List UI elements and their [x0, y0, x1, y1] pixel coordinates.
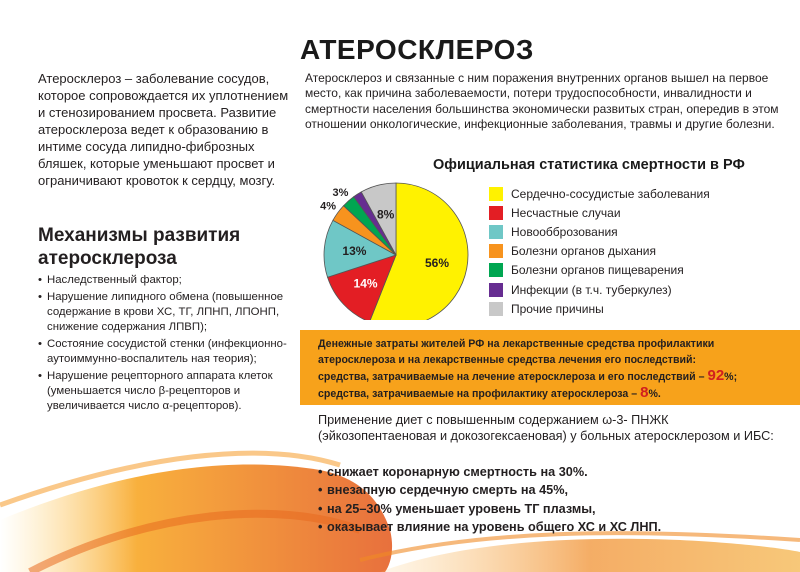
chart-legend	[489, 184, 710, 318]
costs-line: атеросклероза и на лекарственные средства лечения его последствий:	[318, 354, 697, 366]
legend-swatch	[489, 225, 503, 239]
costs-line	[318, 385, 783, 402]
definition-text: Атеросклероз – заболевание сосудов, которое сопровождается их уплотнением и стенозированием просвета. Развитие атеросклероза ведет к образованию в интиме сосуда липидно-фиброзных бляшек, которые уменьшают просвет и ограничивают кровоток к сердцу, мозгу.	[38, 71, 289, 188]
legend-swatch	[489, 302, 503, 316]
pie-data-label: 56%	[425, 255, 450, 270]
legend-label: Прочие причины	[511, 301, 604, 316]
legend-item	[489, 261, 710, 280]
costs-treatment-label: средства, затрачиваемые на лечение атеросклероза и его последствий –	[318, 371, 705, 383]
legend-item	[489, 184, 710, 203]
legend-label: Новообброзования	[511, 224, 618, 239]
legend-swatch	[489, 187, 503, 201]
pie-data-label: 8%	[376, 207, 395, 222]
legend-item	[489, 222, 710, 241]
diet-effects-list	[318, 463, 788, 537]
legend-label: Болезни органов пищеварения	[511, 263, 684, 278]
diet-intro: Применение диет с повышенным содержанием ω-3- ПНЖК (эйкозопентаеновая и докозогексаеновая) у больных атеросклерозом и ИБС:	[318, 413, 774, 443]
mechanisms-list	[38, 273, 300, 416]
costs-line: Денежные затраты жителей РФ на лекарственные средства профилактики	[318, 338, 715, 350]
costs-prevention-value: 8	[640, 384, 649, 401]
costs-treatment-suffix: %;	[724, 371, 738, 383]
diet-effect-item: • внезапную сердечную смерть на 45%,	[318, 481, 788, 499]
costs-prevention-suffix: %.	[648, 388, 661, 400]
legend-item	[489, 242, 710, 261]
legend-swatch	[489, 206, 503, 220]
pie-data-label: 14%	[353, 276, 378, 291]
legend-swatch	[489, 244, 503, 258]
pie-data-label: 4%	[320, 200, 336, 213]
mechanism-item: • Нарушение липидного обмена (повышенное содержание в крови ХС, ТГ, ЛПНП, ЛПОНП, снижение содержания ЛПВП);	[38, 290, 300, 335]
mechanism-item: • Нарушение рецепторного аппарата клеток (уменьшается число β-рецепторов и увеличивается число α-рецепторов).	[38, 369, 300, 414]
legend-label: Инфекции (в т.ч. туберкулез)	[511, 282, 672, 297]
diet-effect-item: • снижает коронарную смертность на 30%.	[318, 463, 788, 481]
legend-item	[489, 203, 710, 222]
legend-label: Болезни органов дыхания	[511, 244, 657, 259]
costs-prevention-label: средства, затрачиваемые на профилактику атеросклероза –	[318, 388, 638, 400]
legend-item	[489, 299, 710, 318]
legend-label: Сердечно-сосудистые заболевания	[511, 186, 710, 201]
mechanisms-heading: Механизмы развития атеросклероза	[38, 225, 241, 269]
legend-label: Несчастные случаи	[511, 205, 621, 220]
prevalence-text: Атеросклероз и связанные с ним поражения внутренних органов вышел на первое место, как причина заболеваемости, потери трудоспособности, инвалидности и смертности населения большинства экономически развитых стран, опередив в этом отношении онкологические, инфекционные заболевания, травмы и другие болезни.	[305, 71, 779, 131]
legend-swatch	[489, 263, 503, 277]
legend-swatch	[489, 283, 503, 297]
chart-title: Официальная статистика смертности в РФ	[433, 157, 745, 173]
pie-data-label: 13%	[342, 244, 367, 259]
mechanism-item: • Состояние сосудистой стенки (инфекционно-аутоиммунно-воспалитель ная теория);	[38, 337, 300, 367]
costs-line	[318, 368, 783, 385]
diet-effect-item: • оказывает влияние на уровень общего ХС и ХС ЛНП.	[318, 518, 788, 536]
mechanism-item: • Наследственный фактор;	[38, 273, 300, 288]
pie-data-label: 3%	[332, 186, 349, 199]
mortality-pie-chart	[310, 170, 490, 320]
costs-treatment-value: 92	[707, 367, 725, 384]
legend-item	[489, 280, 710, 299]
costs-text	[318, 336, 783, 402]
page-title: АТЕРОСКЛЕРОЗ	[300, 34, 534, 65]
diet-effect-item: • на 25–30% уменьшает уровень ТГ плазмы,	[318, 500, 788, 518]
